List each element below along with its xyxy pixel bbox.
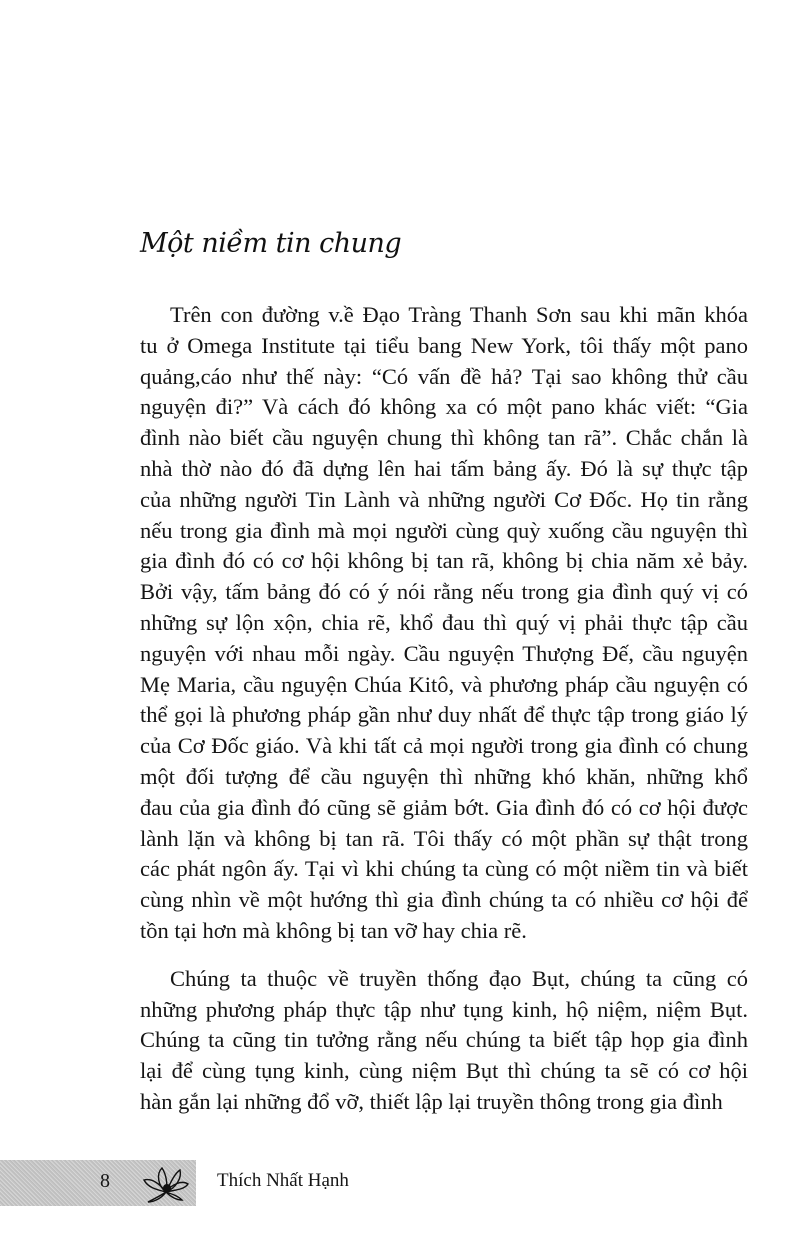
text-line: đình nào biết cầu nguyện chung thì không tan rã”. Chắc chắn là [140, 425, 748, 451]
page-number: 8 [100, 1170, 110, 1192]
body-text [140, 300, 748, 1135]
text-line: lành lặn và không bị tan rã. Tôi thấy có một phần sự thật trong [140, 825, 748, 851]
author-name: Thích Nhất Hạnh [217, 1170, 349, 1191]
text-line: Mẹ Maria, cầu nguyện Chúa Kitô, và phương pháp cầu nguyện có [140, 671, 748, 697]
text-line: của những người Tin Lành và những người Cơ Đốc. Họ tin rằng [140, 486, 748, 512]
text-line: cùng nhìn về một hướng thì gia đình chúng ta có nhiều cơ hội để [140, 887, 748, 913]
text-line: những phương pháp thực tập như tụng kinh, hộ niệm, niệm Bụt. [140, 996, 748, 1022]
chapter-title: Một niềm tin chung [140, 228, 402, 259]
text-line: các phát ngôn ấy. Tại vì khi chúng ta cùng có một niềm tin và biết [140, 856, 748, 882]
lotus-icon [140, 1162, 192, 1204]
text-line: tu ở Omega Institute tại tiểu bang New York, tôi thấy một pano [140, 332, 748, 358]
text-line: hàn gắn lại những đổ vỡ, thiết lập lại truyền thông trong gia đình [140, 1088, 723, 1114]
text-line: của Cơ Đốc giáo. Và khi tất cả mọi người trong gia đình có chung [140, 733, 748, 759]
text-line: gia đình đó có cơ hội không bị tan rã, không bị chia năm xẻ bảy. [140, 548, 748, 574]
text-line: quảng,cáo như thế này: “Có vấn đề hả? Tại sao không thử cầu [140, 363, 748, 389]
text-line: nguyện đi?” Và cách đó không xa có một pano khác viết: “Gia [140, 394, 748, 420]
text-line: thể gọi là phương pháp gần như duy nhất để thực tập trong giáo lý [140, 702, 748, 728]
text-line: Bởi vậy, tấm bảng đó có ý nói rằng nếu trong gia đình quý vị có [140, 579, 748, 605]
paragraph-2 [140, 964, 748, 1118]
text-line: Chúng ta thuộc về truyền thống đạo Bụt, chúng ta cũng có [170, 965, 748, 991]
text-line: một đối tượng để cầu nguyện thì những khó khăn, những khổ [140, 763, 748, 789]
text-line: những sự lộn xộn, chia rẽ, khổ đau thì quý vị phải thực tập cầu [140, 609, 748, 635]
text-line: đau của gia đình đó cũng sẽ giảm bớt. Gia đình đó có cơ hội được [140, 794, 748, 820]
text-line: nếu trong gia đình mà mọi người cùng quỳ xuống cầu nguyện thì [140, 517, 748, 543]
text-line: nguyện với nhau mỗi ngày. Cầu nguyện Thượng Đế, cầu nguyện [140, 640, 748, 666]
text-line: nhà thờ nào đó đã dựng lên hai tấm bảng ấy. Đó là sự thực tập [140, 455, 748, 481]
paragraph-1 [140, 300, 748, 947]
text-line: Trên con đường v.ề Đạo Tràng Thanh Sơn sau khi mãn khóa [170, 302, 748, 327]
text-line: tồn tại hơn mà không bị tan vỡ hay chia rẽ. [140, 917, 527, 943]
text-line: lại để cùng tụng kinh, cùng niệm Bụt thì chúng ta sẽ có cơ hội [140, 1058, 748, 1084]
text-line: Chúng ta cũng tin tưởng rằng nếu chúng ta biết tập họp gia đình [140, 1027, 748, 1053]
